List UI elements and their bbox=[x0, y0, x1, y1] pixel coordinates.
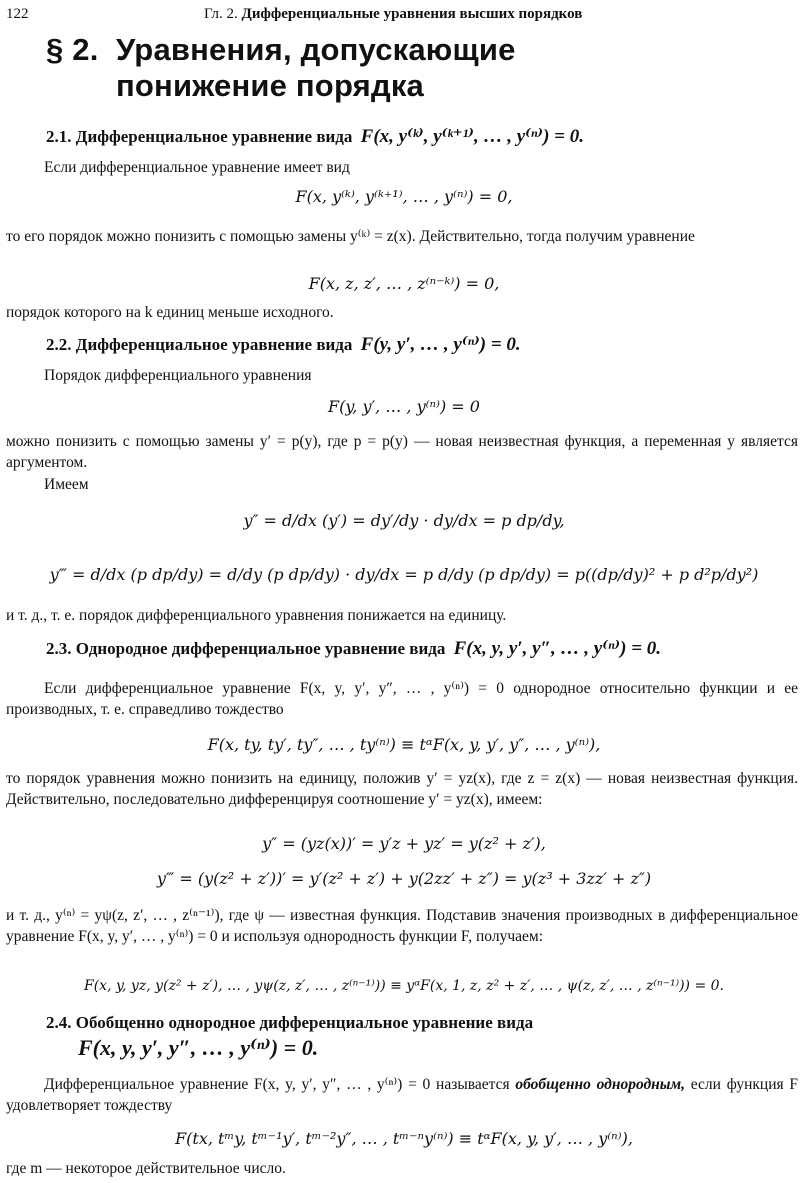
section-title-line2: понижение порядка bbox=[116, 68, 424, 103]
equation-2-1-2: F(x, z, z′, … , z⁽ⁿ⁻ᵏ⁾) = 0, bbox=[308, 274, 500, 293]
equation-2-3-1: F(x, ty, ty′, ty″, … , ty⁽ⁿ⁾) ≡ tᵅF(x, y, y′, y″, … , y⁽ⁿ⁾), bbox=[207, 735, 601, 754]
paragraph-2-2-2: можно понизить с помощью замены y′ = p(y), где p = p(y) — новая неизвестная функция, а переменная y является аргументом. bbox=[6, 433, 798, 471]
running-header bbox=[6, 4, 798, 24]
subsection-2-4-heading-formula: F(x, y, y′, y″, … , y⁽ⁿ⁾) = 0. bbox=[78, 1035, 319, 1060]
subsection-2-2-heading-text: 2.2. Дифференциальное уравнение вида bbox=[46, 335, 353, 354]
subsection-2-4-heading-text: 2.4. Обобщенно однородное дифференциальное уравнение вида bbox=[46, 1013, 534, 1032]
paragraph-2-4-1-start: Дифференциальное уравнение F(x, y, y′, y″, … , y⁽ⁿ⁾) = 0 называется bbox=[44, 1076, 516, 1093]
paragraph-2-1-1: Если дифференциальное уравнение имеет вид bbox=[44, 159, 350, 176]
equation-2-2-1: F(y, y′, … , y⁽ⁿ⁾) = 0 bbox=[328, 397, 480, 416]
page-number: 122 bbox=[6, 6, 29, 22]
equation-2-2-3: y‴ = d/dx (p dp/dy) = d/dy (p dp/dy) · dy/dx = p d/dy (p dp/dy) = p((dp/dy)² + p d²p/dy²) bbox=[49, 565, 759, 584]
chapter-running-title bbox=[204, 4, 582, 25]
paragraph-2-2-3: Имеем bbox=[44, 476, 89, 493]
equation-2-3-2: y″ = (yz(x))′ = y′z + yz′ = y(z² + z′), bbox=[262, 834, 546, 853]
equation-2-3-3: y‴ = (y(z² + z′))′ = y′(z² + z′) + y(2zz′ + z″) = y(z³ + 3zz′ + z″) bbox=[156, 869, 652, 888]
subsection-2-2-heading bbox=[46, 334, 796, 356]
paragraph-2-3-2: то порядок уравнения можно понизить на единицу, положив y′ = yz(x), где z = z(x) — новая неизвестная функция. Действительно, последовательно дифференцируя соотношение y′ = yz(x), имеем: bbox=[6, 770, 798, 808]
paragraph-2-1-2: то его порядок можно понизить с помощью замены y⁽ᵏ⁾ = z(x). Действительно, тогда получим уравнение bbox=[6, 228, 695, 245]
equation-2-2-2: y″ = d/dx (y′) = dy′/dy · dy/dx = p dp/dy, bbox=[243, 511, 565, 530]
section-title bbox=[46, 32, 746, 104]
equation-2-4-1: F(tx, tᵐy, tᵐ⁻¹y′, tᵐ⁻²y″, … , tᵐ⁻ⁿy⁽ⁿ⁾) ≡ tᵅF(x, y, y′, … , y⁽ⁿ⁾), bbox=[175, 1129, 633, 1148]
chapter-title: Дифференциальные уравнения высших порядков bbox=[241, 6, 583, 22]
subsection-2-1-heading-formula: F(x, y⁽ᵏ⁾, y⁽ᵏ⁺¹⁾, … , y⁽ⁿ⁾) = 0. bbox=[360, 126, 584, 147]
subsection-2-3-heading-text: 2.3. Однородное дифференциальное уравнение вида bbox=[46, 639, 446, 658]
section-symbol: § 2. bbox=[46, 32, 99, 67]
paragraph-2-1-3: порядок которого на k единиц меньше исходного. bbox=[6, 304, 334, 321]
equation-2-3-4: F(x, y, yz, y(z² + z′), … , yψ(z, z′, … , z⁽ⁿ⁻¹⁾)) ≡ yᵅF(x, 1, z, z² + z′, … , ψ(z, z′, … , z⁽ⁿ⁻¹⁾)) = 0. bbox=[84, 978, 724, 994]
section-title-line1: Уравнения, допускающие bbox=[116, 32, 516, 67]
chapter-prefix: Гл. 2. bbox=[204, 6, 238, 22]
paragraph-2-4-1-end: если функция F удовлетворяет тождеству bbox=[6, 1076, 799, 1114]
subsection-2-3-heading-formula: F(x, y, y′, y″, … , y⁽ⁿ⁾) = 0. bbox=[453, 638, 662, 659]
subsection-2-1-heading bbox=[46, 126, 796, 148]
term-generalized-homogeneous: обобщенно однородным, bbox=[515, 1076, 686, 1093]
equation-2-1-1: F(x, y⁽ᵏ⁾, y⁽ᵏ⁺¹⁾, … , y⁽ⁿ⁾) = 0, bbox=[295, 187, 513, 206]
paragraph-2-2-1: Порядок дифференциального уравнения bbox=[44, 367, 312, 384]
paragraph-2-3-3: и т. д., y⁽ⁿ⁾ = yψ(z, z′, … , z⁽ⁿ⁻¹⁾), где ψ — известная функция. Подставив значения производных в дифференциальное уравнение F(x, y, y′, … , y⁽ⁿ⁾) = 0 и используя однородность функции F, получаем: bbox=[6, 907, 798, 945]
subsection-2-4-heading bbox=[46, 1012, 796, 1062]
subsection-2-2-heading-formula: F(y, y′, … , y⁽ⁿ⁾) = 0. bbox=[360, 334, 521, 355]
paragraph-2-2-4: и т. д., т. е. порядок дифференциального уравнения понижается на единицу. bbox=[6, 607, 507, 624]
subsection-2-1-heading-text: 2.1. Дифференциальное уравнение вида bbox=[46, 127, 353, 146]
subsection-2-3-heading bbox=[46, 638, 796, 660]
paragraph-2-3-1: Если дифференциальное уравнение F(x, y, y′, y″, … , y⁽ⁿ⁾) = 0 однородное относительно функции и ее производных, т. е. справедливо тождество bbox=[6, 680, 798, 718]
paragraph-2-4-2: где m — некоторое действительное число. bbox=[6, 1160, 286, 1177]
paragraph-2-4-1 bbox=[6, 1074, 798, 1116]
